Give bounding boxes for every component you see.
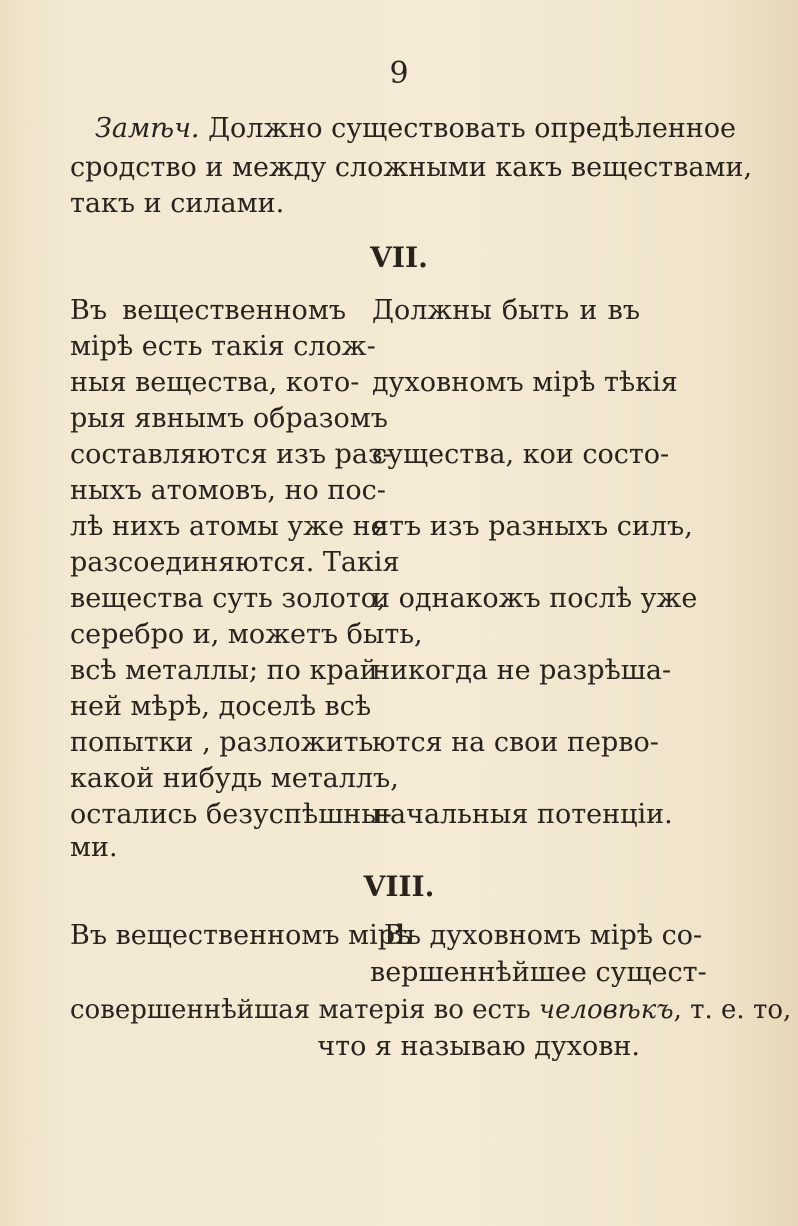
s7-left-line: ныя вещества, кото-	[70, 367, 360, 398]
remark-line-2: сродство и между сложными какъ веществами,	[70, 152, 753, 183]
s8-line-3-start: совершеннѣйшая матерія во есть	[70, 995, 531, 1025]
s8-right-line-4: что я называю духовн.	[317, 1031, 640, 1062]
s7-left-line: вещества суть золото,	[70, 583, 386, 614]
s7-left-line-last: ми.	[70, 832, 118, 863]
s7-left-line: Въ вещественномъ	[70, 295, 346, 326]
s7-left-line: лѣ нихъ атомы уже не	[70, 511, 387, 542]
s8-line-3-italic: человѣкъ	[538, 995, 674, 1025]
s7-left-line: остались безуспѣшны-	[70, 799, 392, 830]
s7-right-line: Должны быть и въ	[372, 295, 640, 326]
s8-right-line-2: вершеннѣйшее сущест-	[370, 957, 707, 988]
s7-left-line: рыя явнымъ образомъ	[70, 403, 388, 434]
s8-left-line-1: Въ вещественномъ мірѣ	[70, 920, 412, 951]
s7-left-line: разсоединяются. Такія	[70, 547, 400, 578]
page-number: 9	[389, 56, 409, 91]
s7-right-line: ятъ изъ разныхъ силъ,	[372, 511, 693, 542]
s7-left-line: серебро и, можетъ быть,	[70, 619, 423, 650]
s7-right-line: начальныя потенціи.	[372, 799, 673, 830]
remark-line-1-text: Должно существовать опредѣленное	[208, 113, 737, 144]
s7-left-line: составляются изъ раз-	[70, 439, 392, 470]
s8-line-3-end: , т. е. то,	[673, 995, 792, 1025]
remark-label: Замѣч.	[95, 113, 200, 144]
s7-left-line: ней мѣрѣ, доселѣ всѣ	[70, 691, 372, 722]
s7-right-line: и однакожъ послѣ уже	[372, 583, 698, 614]
s7-left-line: ныхъ атомовъ, но пос-	[70, 475, 386, 506]
s7-right-line: существа, кои состо-	[372, 439, 670, 470]
section-8-heading: VIII.	[363, 870, 435, 903]
s7-right-line: духовномъ мірѣ тѣкія	[372, 367, 678, 398]
s7-left-line: попытки , разложить	[70, 727, 374, 758]
remark-line-3: такъ и силами.	[70, 188, 285, 219]
s7-left-line: какой нибудь металлъ,	[70, 763, 399, 794]
s7-right-line: ются на свои перво-	[372, 727, 659, 758]
s8-right-line-1: Въ духовномъ мірѣ со-	[384, 920, 703, 951]
remark-line-1	[95, 113, 737, 144]
section-7-heading: VII.	[370, 241, 428, 274]
s7-left-line: всѣ металлы; по край-	[70, 655, 387, 686]
s7-left-line: мірѣ есть такія слож-	[70, 331, 376, 362]
s8-merged-line-3	[70, 995, 792, 1025]
s7-right-line: никогда не разрѣша-	[372, 655, 672, 686]
